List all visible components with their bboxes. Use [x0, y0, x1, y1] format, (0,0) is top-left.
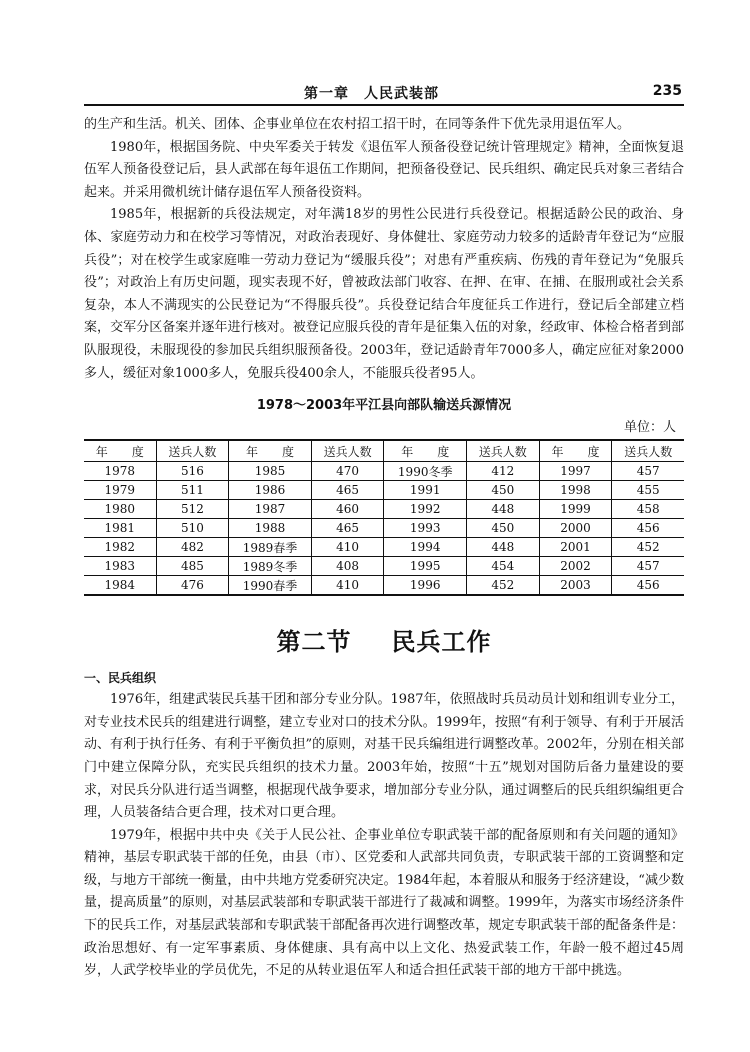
year-cell: 1978 [84, 462, 156, 481]
year-cell: 1990冬季 [384, 462, 466, 481]
table-body [84, 462, 684, 596]
year-cell: 1991 [384, 481, 466, 500]
count-cell: 516 [156, 462, 229, 481]
table-row [84, 576, 684, 596]
year-cell: 1988 [229, 519, 311, 538]
paragraph: 1976年，组建武装民兵基干团和部分专业分队。1987年，依照战时兵员动员计划和组训专业分工，对专业技术民兵的组建进行调整，建立专业对口的技术分队。1999年，按照“有利于领导、有利于开展活动、有利于执行任务、有利于平衡负担”的原则，对基干民兵编组进行调整改革。2002年，分别在相关部门中建立保障分队，充实民兵组织的技术力量。2003年始，按照“十五”规划对国防后备力量建设的要求，对民兵分队进行适当调整，根据现代战争要求，增加部分专业分队，通过调整后的民兵组织编组更合理，人员装备结合更合理，技术对口更合理。 [84, 692, 684, 821]
count-cell: 460 [311, 500, 384, 519]
year-cell: 1980 [84, 500, 156, 519]
count-cell: 476 [156, 576, 229, 596]
year-cell: 2002 [539, 557, 612, 576]
year-cell: 1993 [384, 519, 466, 538]
count-cell: 510 [156, 519, 229, 538]
section-title [84, 622, 684, 657]
count-cell: 410 [311, 538, 384, 557]
count-cell: 452 [466, 576, 539, 596]
count-cell: 482 [156, 538, 229, 557]
count-cell: 465 [311, 481, 384, 500]
year-cell: 1990春季 [229, 576, 311, 596]
year-cell: 1987 [229, 500, 311, 519]
table-header-row [84, 440, 684, 462]
count-cell: 454 [466, 557, 539, 576]
year-cell: 1992 [384, 500, 466, 519]
recruits-table [84, 439, 684, 596]
year-cell: 1999 [539, 500, 612, 519]
table-row [84, 481, 684, 500]
column-header: 年 度 [229, 440, 311, 462]
year-cell: 1985 [229, 462, 311, 481]
count-cell: 485 [156, 557, 229, 576]
column-header: 送兵人数 [311, 440, 384, 462]
count-cell: 448 [466, 500, 539, 519]
year-cell: 1982 [84, 538, 156, 557]
table-row [84, 538, 684, 557]
paragraph: 1980年，根据国务院、中央军委关于转发《退伍军人预备役登记统计管理规定》精神，全面恢复退伍军人预备役登记后，县人武部在每年退伍工作期间，把预备役登记、民兵组织、确定民兵对象三者结合起来。并采用微机统计储存退伍军人预备役资料。 [84, 139, 684, 200]
table-unit: 单位：人 [623, 420, 676, 436]
table-title: 1978～2003年平江县向部队输送兵源情况 [256, 398, 512, 414]
count-cell: 455 [612, 481, 684, 500]
year-cell: 1996 [384, 576, 466, 596]
year-cell: 1984 [84, 576, 156, 596]
count-cell: 458 [612, 500, 684, 519]
count-cell: 452 [612, 538, 684, 557]
page-body [84, 114, 684, 983]
year-cell: 1979 [84, 481, 156, 500]
column-header: 年 度 [384, 440, 466, 462]
paragraph: 1985年，根据新的兵役法规定，对年满18岁的男性公民进行兵役登记。根据适龄公民的政治、身体、家庭劳动力和在校学习等情况，对政治表现好、身体健壮、家庭劳动力较多的适龄青年登记为“应服兵役”；对在校学生或家庭唯一劳动力登记为“缓服兵役”；对患有严重疾病、伤残的青年登记为“免服兵役”；对政治上有历史问题，现实表现不好，曾被政法部门收容、在押、在审、在捕、在服刑或社会关系复杂，本人不满现实的公民登记为“不得服兵役”。兵役登记结合年度征兵工作进行，登记后全部建立档案，交军分区备案并逐年进行核对。被登记应服兵役的青年是征集入伍的对象，经政审、体检合格者到部队服现役，未服现役的参加民兵组织服预备役。2003年，登记适龄青年7000多人，确定应征对象2000多人，缓征对象1000多人，免服兵役400余人，不能服兵役者95人。 [84, 207, 684, 381]
section-number: 第二节 [276, 628, 352, 657]
column-header: 年 度 [539, 440, 612, 462]
column-header: 送兵人数 [156, 440, 229, 462]
count-cell: 410 [311, 576, 384, 596]
count-cell: 470 [311, 462, 384, 481]
count-cell: 512 [156, 500, 229, 519]
year-cell: 2003 [539, 576, 612, 596]
count-cell: 456 [612, 576, 684, 596]
column-header: 年 度 [84, 440, 156, 462]
year-cell: 1986 [229, 481, 311, 500]
column-header: 送兵人数 [612, 440, 684, 462]
section-name: 民兵工作 [391, 628, 492, 657]
count-cell: 465 [311, 519, 384, 538]
count-cell: 457 [612, 557, 684, 576]
year-cell: 1994 [384, 538, 466, 557]
count-cell: 457 [612, 462, 684, 481]
subsection-heading: 一、民兵组织 [84, 671, 157, 686]
year-cell: 1997 [539, 462, 612, 481]
year-cell: 2000 [539, 519, 612, 538]
year-cell: 1983 [84, 557, 156, 576]
year-cell: 1998 [539, 481, 612, 500]
count-cell: 448 [466, 538, 539, 557]
page-number: 235 [652, 83, 682, 99]
table-row [84, 557, 684, 576]
year-cell: 2001 [539, 538, 612, 557]
paragraph: 的生产和生活。机关、团体、企事业单位在农村招工招干时，在同等条件下优先录用退伍军人。 [84, 117, 631, 132]
table-row [84, 519, 684, 538]
count-cell: 450 [466, 519, 539, 538]
year-cell: 1995 [384, 557, 466, 576]
year-cell: 1981 [84, 519, 156, 538]
table-row [84, 462, 684, 481]
count-cell: 511 [156, 481, 229, 500]
chapter-title: 第一章 人民武装部 [304, 86, 439, 102]
count-cell: 412 [466, 462, 539, 481]
paragraph: 1979年，根据中共中央《关于人民公社、企事业单位专职武装干部的配备原则和有关问题的通知》精神，基层专职武装干部的任免，由县（市）、区党委和人武部共同负责，专职武装干部的工资调整和定级，与地方干部统一衡量，由中共地方党委研究决定。1984年起，本着服从和服务于经济建设，“减少数量，提高质量”的原则，对基层武装部和专职武装干部进行了裁减和调整。1999年，为落实市场经济条件下的民兵工作，对基层武装部和专职武装干部配备再次进行调整改革，规定专职武装干部的配备条件是：政治思想好、有一定军事素质、身体健康、具有高中以上文化、热爱武装工作，年龄一般不超过45周岁，人武学校毕业的学员优先，不足的从转业退伍军人和适合担任武装干部的地方干部中挑选。 [84, 827, 684, 979]
column-header: 送兵人数 [466, 440, 539, 462]
count-cell: 450 [466, 481, 539, 500]
table-row [84, 500, 684, 519]
count-cell: 456 [612, 519, 684, 538]
count-cell: 408 [311, 557, 384, 576]
running-header [84, 80, 684, 106]
year-cell: 1989春季 [229, 538, 311, 557]
year-cell: 1989冬季 [229, 557, 311, 576]
